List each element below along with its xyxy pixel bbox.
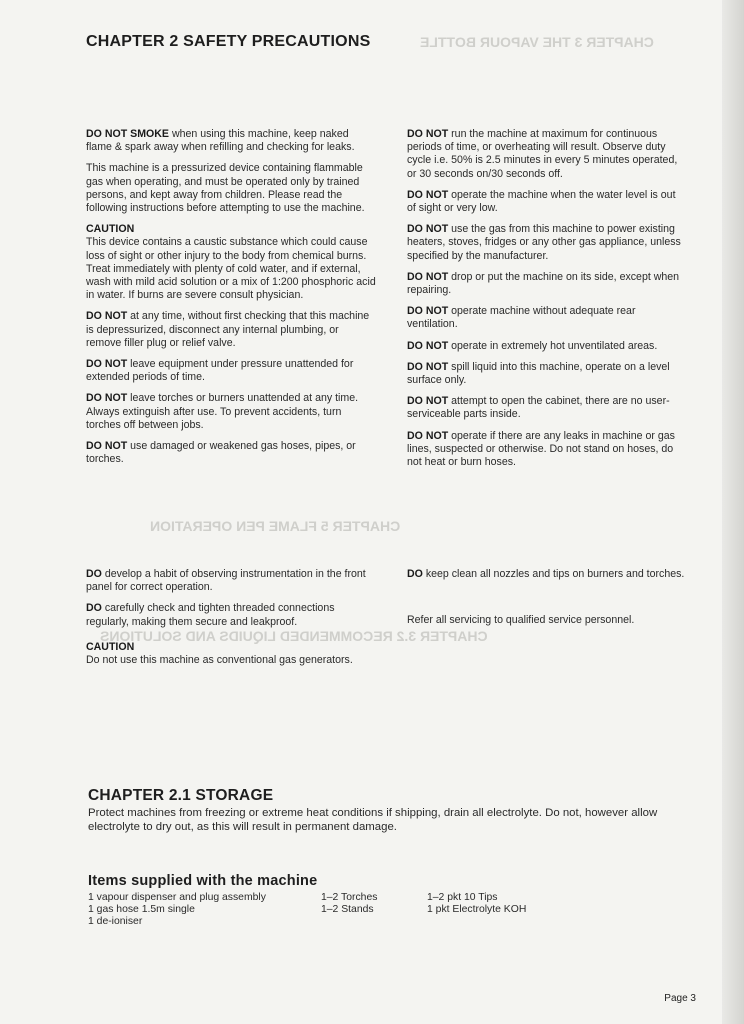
do-not-label: DO NOT bbox=[407, 395, 449, 408]
do-not-text: use the gas from this machine to power existing heaters, stoves, fridges or any other gas appliance, unless specified by the manufacturer. bbox=[407, 223, 681, 262]
do-label: DO bbox=[86, 568, 102, 580]
caution2-block bbox=[86, 641, 416, 667]
items-col-2 bbox=[321, 892, 421, 916]
show-through-heading-3: CHAPTER 5 FLAME PEN OPERATION bbox=[150, 518, 401, 534]
storage-title: CHAPTER 2.1 STORAGE bbox=[88, 787, 274, 804]
do-not-label: DO NOT bbox=[407, 188, 449, 201]
item: 1–2 pkt 10 Tips bbox=[427, 892, 498, 903]
do-not-label: DO NOT bbox=[407, 339, 449, 352]
do-item bbox=[407, 568, 685, 581]
caution2-text: Do not use this machine as conventional gas generators. bbox=[86, 654, 353, 667]
page-edge bbox=[722, 0, 744, 1024]
item: 1 vapour dispenser and plug assembly bbox=[88, 892, 266, 903]
item: 1–2 Torches bbox=[321, 892, 378, 903]
do-not-item bbox=[86, 392, 376, 432]
do-not-label: DO NOT bbox=[407, 429, 449, 442]
do-not-text: leave equipment under pressure unattended for extended periods of time. bbox=[86, 358, 354, 384]
do-not-item bbox=[407, 189, 685, 215]
do-not-label: DO NOT bbox=[86, 310, 128, 323]
item: 1 de-ioniser bbox=[88, 916, 143, 928]
item: 1 pkt Electrolyte KOH bbox=[427, 904, 527, 916]
do-not-label: DO NOT bbox=[86, 440, 128, 453]
do-not-text: drop or put the machine on its side, except when repairing. bbox=[407, 270, 680, 297]
do-not-label: DO NOT bbox=[407, 128, 449, 140]
do-not-text: use damaged or weakened gas hoses, pipes, or torches. bbox=[86, 440, 356, 466]
caution-text: This device contains a caustic substance which could cause loss of sight or other injury to the body from chemical burns. Treat immediately with plenty of cold water, and if external, wash with mild acid solution or a mix of 1:200 phosphoric acid in water. If burns are severe consult physician. bbox=[86, 236, 376, 302]
do-not-text: at any time, without first checking that this machine is depressurized, disconnect any internal plumbing, or remove filler plug or relief valve. bbox=[86, 310, 370, 349]
do-not-text: run the machine at maximum for continuous periods of time, or overheating will result. Observe duty cycle i.e. 50% is 2.5 minutes in every 5 minutes operated, or 30 seconds on/30 seconds off. bbox=[407, 128, 678, 180]
do-not-label: DO NOT bbox=[407, 223, 449, 236]
right-column bbox=[407, 128, 685, 477]
left-column bbox=[86, 128, 376, 474]
storage-text: Protect machines from freezing or extreme heat conditions if shipping, drain all electrolyte. Do not, however allow electrolyte to dry out, as this will result in permanent damage. bbox=[88, 807, 658, 833]
do-label: DO bbox=[407, 568, 423, 580]
items-col-1 bbox=[88, 892, 316, 929]
caution-heading: CAUTION bbox=[86, 223, 135, 236]
do-right-block bbox=[407, 568, 685, 581]
do-not-item bbox=[407, 271, 685, 297]
items-title: Items supplied with the machine bbox=[88, 873, 318, 889]
do-item bbox=[86, 568, 376, 594]
do-not-item bbox=[407, 361, 685, 387]
items-col-3 bbox=[427, 892, 587, 916]
do-not-item bbox=[86, 310, 376, 350]
do-label: DO bbox=[86, 602, 102, 615]
show-through-heading: CHAPTER 3 THE VAPOUR BOTTLE bbox=[420, 34, 654, 50]
do-not-item bbox=[86, 440, 376, 466]
do-not-text: operate machine without adequate rear ventilation. bbox=[407, 305, 636, 331]
do-not-item bbox=[407, 305, 685, 331]
do-not-item bbox=[407, 340, 685, 353]
pressurized-paragraph: This machine is a pressurized device containing flammable gas when operating, and must be operated only by trained persons, and kept away from children. Please read the following instructions before attempting to use the machine. bbox=[86, 162, 365, 215]
chapter-2-title: CHAPTER 2 SAFETY PRECAUTIONS bbox=[86, 33, 371, 50]
do-not-text: leave torches or burners unattended at any time. Always extinguish after use. To prevent accidents, turn torches off between jobs. bbox=[86, 392, 359, 431]
item: 1–2 Stands bbox=[321, 904, 374, 916]
no-smoke-lead: DO NOT SMOKE bbox=[86, 128, 169, 140]
do-not-text: operate the machine when the water level is out of sight or very low. bbox=[407, 188, 676, 215]
item: 1 gas hose 1.5m single bbox=[88, 904, 195, 916]
do-not-label: DO NOT bbox=[407, 360, 449, 373]
do-not-text: operate in extremely hot unventilated areas. bbox=[448, 339, 658, 352]
do-not-label: DO NOT bbox=[407, 305, 449, 318]
do-item bbox=[86, 602, 376, 628]
refer-service-text: Refer all servicing to qualified service personnel. bbox=[407, 614, 635, 626]
do-text: keep clean all nozzles and tips on burners and torches. bbox=[422, 568, 685, 580]
do-not-item bbox=[407, 430, 685, 470]
do-not-label: DO NOT bbox=[86, 358, 128, 371]
no-smoke-text: when using this machine, keep naked flame & spark away when refilling and checking for leaks. bbox=[86, 128, 355, 154]
do-not-item bbox=[86, 358, 376, 384]
do-not-item bbox=[407, 223, 685, 263]
do-not-text: attempt to open the cabinet, there are no user-serviceable parts inside. bbox=[407, 395, 670, 421]
do-not-label: DO NOT bbox=[407, 270, 449, 283]
do-text: develop a habit of observing instrumentation in the front panel for correct operation. bbox=[86, 568, 366, 594]
do-not-item bbox=[407, 395, 685, 421]
do-not-item bbox=[407, 128, 685, 181]
page-number: Page 3 bbox=[664, 993, 696, 1004]
do-not-label: DO NOT bbox=[86, 392, 128, 405]
caution2-heading: CAUTION bbox=[86, 641, 135, 653]
do-left-block bbox=[86, 568, 376, 629]
do-text: carefully check and tighten threaded connections regularly, making them secure and leakproof. bbox=[86, 602, 335, 628]
do-not-text: spill liquid into this machine, operate on a level surface only. bbox=[407, 360, 670, 387]
caution-paragraph bbox=[86, 223, 376, 302]
no-smoke-paragraph bbox=[86, 128, 376, 154]
do-not-text: operate if there are any leaks in machine or gas lines, suspected or otherwise. Do not stand on hoses, do not heat or burn hoses. bbox=[407, 429, 675, 469]
show-through-heading-2: CHAPTER 3.2 RECOMMENDED LIQUIDS AND SOLUTIONS bbox=[100, 628, 488, 644]
